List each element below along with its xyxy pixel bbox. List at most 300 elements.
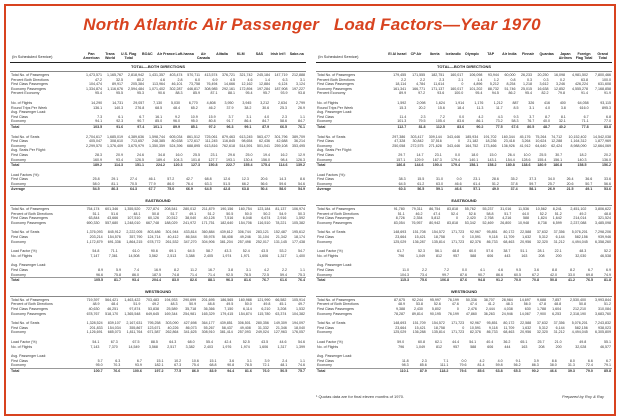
cell-value: 135,814 [431, 239, 445, 244]
cell-value: 114.3 [103, 163, 124, 168]
data-block [316, 340, 612, 349]
cell-value: 83.6 [457, 119, 465, 124]
cell-value: 796 [398, 344, 405, 349]
cell-value: 72.5 [262, 272, 269, 277]
row-label: Round Trips Per Week [11, 105, 48, 110]
cell-value: 49.0 [481, 187, 500, 192]
cell-value: 125,029 [393, 330, 407, 335]
cell-value: 3.1 [246, 268, 251, 272]
cell-value: 180.9 [532, 163, 548, 168]
cell-value: 171,723 [451, 321, 465, 326]
cell-value: 727,874 [145, 207, 159, 212]
cell-value: 186.8 [547, 163, 563, 168]
cell-value: 14,067 [519, 311, 531, 316]
airline-column-header: Finnair [522, 52, 535, 56]
cell-value: 123,184 [257, 207, 271, 212]
cell-value: 36.2 [503, 339, 511, 344]
cell-value: 163 [521, 344, 528, 349]
row-label: Total No. of Passengers [317, 73, 356, 77]
cell-value: 127.7 [208, 157, 218, 162]
cell-value: 25.8 [92, 177, 100, 182]
cell-value: 95.4 [95, 91, 102, 96]
cell-value: 754,174 [86, 207, 100, 212]
data-block [316, 230, 612, 244]
cell-value: 9,118 [488, 235, 498, 240]
cell-value: 37,632 [536, 230, 548, 235]
cell-value: 154,874 [238, 311, 252, 316]
cell-value: 347,270 [183, 239, 197, 244]
row-label: Load Factor (%) [11, 339, 37, 344]
cell-value: 1,355,520 [124, 207, 141, 212]
cell-value: 2,098 [416, 100, 426, 105]
cell-value: 20,512 [166, 216, 178, 221]
row-label: First Class [317, 325, 334, 330]
cell-value: 47,860 [465, 311, 477, 316]
cell-value: 321,524 [598, 216, 611, 221]
cell-value: 262,864 [165, 330, 179, 335]
row-label: Total No. of Passengers [317, 297, 356, 302]
cell-value: 43.5 [261, 339, 269, 344]
cell-value: 97,874 [129, 306, 141, 311]
cell-value: 62.1 [435, 339, 443, 344]
cell-value: 51.7 [170, 211, 178, 216]
cell-value: 52.4 [451, 211, 458, 216]
cell-value: 50.5 [226, 211, 234, 216]
cell-value: 16,098 [554, 73, 566, 77]
cell-value: 65.2 [190, 105, 198, 110]
row-label: Economy [317, 157, 332, 162]
cell-value: 11.7 [495, 105, 503, 110]
cell-value: 271,628 [428, 143, 442, 148]
cell-value: 64,058 [577, 100, 589, 105]
cell-value: 86,754 [429, 207, 441, 212]
row-label: Percent of Both Directions [317, 302, 359, 307]
cell-value: 50.9 [189, 302, 197, 307]
cell-value: 283,121 [255, 230, 269, 235]
cell-value: 15.6 [437, 105, 445, 110]
cell-value: 136,926 [501, 143, 515, 148]
cell-value: 1,632 [522, 325, 532, 330]
cell-value: 309,144 [428, 134, 442, 139]
cell-value: 671,587 [147, 330, 161, 335]
cell-value: 18,174 [294, 235, 305, 240]
cell-value: 91.4 [580, 91, 588, 96]
cell-value: 53.6 [593, 187, 612, 192]
cell-value: 46.2 [415, 211, 423, 216]
cell-value: 400 [559, 100, 566, 105]
cell-value: 61.2 [417, 181, 425, 186]
cell-value: 1,632 [522, 235, 532, 240]
row-label: First Class [317, 152, 334, 157]
cell-value: 357,790 [129, 235, 143, 240]
cell-value: 58.3 [511, 119, 519, 124]
cell-value: 0 [461, 82, 464, 87]
cell-value: 6,253 [552, 311, 562, 316]
cell-value: 23,664 [395, 235, 407, 240]
cell-value: 51.2 [554, 211, 562, 216]
cell-value: 301,796 [274, 134, 288, 139]
cell-value: 99.7 [442, 272, 449, 277]
cell-value: 81.6 [235, 368, 253, 373]
cell-value: 16.0 [175, 152, 183, 157]
row-label: Total [10, 278, 82, 283]
cell-value: 48.4 [172, 105, 180, 110]
cell-value: 185,934 [465, 134, 479, 139]
cell-value: 31,212 [553, 239, 565, 244]
cell-value: 172,894 [239, 86, 253, 91]
cell-value: 46,101 [171, 82, 183, 87]
cell-value: 389,709 [292, 134, 305, 139]
cell-value: 21.5 [556, 187, 575, 192]
cell-value: 177,438 [292, 239, 305, 244]
cell-value: 42,688 [276, 139, 288, 144]
cell-value: 75.4 [191, 363, 199, 368]
cell-value: 88.5 [150, 339, 158, 344]
cell-value: 23,418 [503, 139, 515, 144]
cell-value: 3,806,622 [595, 207, 611, 212]
cell-value: 957 [453, 253, 460, 258]
cell-value: 54.1 [92, 339, 100, 344]
cell-value: 343,446 [447, 134, 460, 139]
cell-value: 79.0 [576, 368, 594, 373]
cell-value: 79.8 [558, 91, 566, 96]
cell-value: 1,473,571 [86, 73, 102, 77]
cell-value: 112.7 [388, 124, 407, 129]
airline-column-header: Alitalia [216, 52, 228, 56]
cell-value: 2.2 [420, 77, 426, 82]
cell-value: 80.8 [208, 119, 216, 124]
cell-value: 175.4 [254, 163, 272, 168]
cell-value: 4,038 [503, 306, 513, 311]
cell-value: 83.0 [162, 278, 180, 283]
cell-value: 678,772 [147, 239, 161, 244]
cell-value: 160,754 [238, 207, 252, 212]
cell-value: 92,967 [469, 230, 481, 235]
cell-value: 149,309 [273, 321, 287, 326]
cell-value: 1,126,691 [86, 330, 103, 335]
cell-value: 10.6 [191, 358, 199, 363]
cell-value: 276.8 [135, 105, 145, 110]
cell-value: 62,424 [551, 143, 563, 148]
row-label: First Class [11, 139, 28, 144]
cell-value: 123,671 [147, 325, 161, 330]
cell-value: 86,733 [486, 330, 498, 335]
cell-value: 81.4 [477, 363, 485, 368]
cell-value: 343,446 [447, 143, 460, 148]
cell-value: 43.5 [261, 249, 269, 254]
cell-value: 1,116,676 [107, 86, 123, 91]
cell-value: 7,857 [552, 297, 562, 302]
cell-value: 2.2 [282, 268, 287, 272]
cell-value: 46.1 [148, 177, 156, 182]
cell-value: 158.5 [563, 163, 587, 168]
cell-value: 86,544 [185, 235, 197, 240]
cell-value: 67.7 [138, 187, 157, 192]
cell-value: 6,048 [242, 216, 252, 221]
cell-value: 113,964 [152, 82, 165, 87]
cell-value: 49.2 [151, 302, 159, 307]
cell-value: 15,421 [414, 325, 426, 330]
cell-value: 861,512 [187, 134, 200, 139]
airline-column-header: CP Air [410, 52, 422, 56]
cell-value: 1,463,422 [124, 297, 141, 302]
cell-value: 10,591 [469, 235, 481, 240]
cell-value: 23.1 [473, 177, 481, 182]
cell-value: 2.2 [422, 268, 427, 272]
cell-value: 38.2 [244, 105, 252, 110]
cell-value: 18,114 [395, 82, 407, 87]
row-label: Percent of Both Directions [317, 211, 359, 216]
cell-value: 3.7 [529, 114, 535, 119]
column-header [10, 42, 306, 63]
data-block [316, 298, 612, 316]
cell-value: 2,799 [296, 100, 305, 105]
cell-value: 51.2 [604, 302, 611, 307]
cell-value: 6.9 [606, 268, 611, 272]
cell-value: 15.0 [489, 152, 497, 157]
cell-value: 14.7 [416, 152, 424, 157]
row-label: Economy [11, 239, 26, 244]
airline-columns [82, 52, 306, 60]
credit-line: Prepared by Roy & Ray [561, 394, 604, 399]
cell-value: 95,851 [486, 321, 498, 326]
cell-value: 6.7 [606, 358, 611, 363]
cell-value: 93.9 [134, 363, 142, 368]
cell-value: 9.1 [515, 358, 521, 363]
cell-value: 7,516 [224, 216, 234, 221]
cell-value: 32.1 [558, 119, 566, 124]
cell-value: 76.7 [527, 119, 535, 124]
cell-value: 48.9 [397, 302, 405, 307]
cell-value: 93.6 [437, 91, 445, 96]
row-label: Load Factor (%) [317, 249, 343, 254]
cell-value: 53,342 [464, 220, 476, 225]
cell-value: 23.1 [210, 152, 218, 157]
cell-value: 257,093 [237, 330, 251, 335]
cell-value: 166,771 [412, 86, 426, 91]
data-block [10, 73, 306, 96]
row-label: Economy Passengers [317, 86, 352, 91]
cell-value: 1,604 [552, 306, 562, 311]
cell-value: 72.4 [585, 363, 593, 368]
cell-value: 68.5 [155, 105, 163, 110]
cell-value: 49.8 [579, 339, 587, 344]
row-label: No. of Flights [11, 344, 33, 349]
row-label: First Class Passengers [11, 306, 48, 311]
cell-value: 8.8 [552, 268, 557, 272]
row-label: Percent Both Directions [11, 77, 49, 82]
cell-value: 4.0 [264, 114, 270, 119]
cell-value: 0.0 [462, 268, 467, 272]
cell-value: 105,914 [292, 297, 305, 302]
cell-value: 20,250 [537, 73, 549, 77]
cell-value: 6.8 [606, 114, 611, 119]
cell-value: 74.6 [298, 363, 305, 368]
cell-value: 56.1 [435, 249, 443, 254]
cell-value: 52.3 [417, 249, 425, 254]
cell-value: 74.8 [172, 272, 179, 277]
cell-value: 179.4 [443, 163, 461, 168]
cell-value: 44.6 [279, 339, 287, 344]
cell-value: 845,912 [107, 230, 121, 235]
cell-value: 40,412 [167, 235, 179, 240]
cell-value: 67.3 [110, 339, 118, 344]
cell-value: 6,674 [261, 216, 271, 221]
row-label: Total No. of Seats [317, 134, 346, 139]
cell-value: 3.8 [560, 105, 566, 110]
row-label: Economy [11, 181, 26, 186]
cell-value: 59.4 [280, 272, 287, 277]
cell-value: 63.8 [231, 187, 250, 192]
cell-value: 63.3 [204, 181, 212, 186]
airline-column-header: Quantas [539, 52, 554, 56]
cell-value: 49.5 [226, 302, 234, 307]
cell-value: 250,058 [392, 143, 406, 148]
cell-value: 73.4 [420, 272, 427, 277]
cell-value: 83,818 [447, 220, 458, 225]
cell-value: 2,318,190 [570, 311, 587, 316]
cell-value: 140.3 [577, 157, 587, 162]
cell-value: 310,084 [598, 306, 611, 311]
cell-value: 50.5 [271, 368, 289, 373]
cell-value: 93.9 [280, 91, 288, 96]
cell-value: 49,408 [239, 325, 251, 330]
cell-value: 95.0 [190, 119, 198, 124]
cell-value: 68,463 [503, 330, 515, 335]
cell-value: 115,780 [257, 311, 271, 316]
cell-value: 1,431,357 [149, 73, 165, 77]
cell-value: 10.9 [190, 114, 198, 119]
cell-value: 208 [538, 344, 545, 349]
cell-value: 48.3 [170, 302, 178, 307]
cell-value: 143.1 [487, 157, 497, 162]
cell-value: 25.7 [537, 339, 545, 344]
cell-value: 50.8 [540, 278, 558, 283]
row-label: Economy Passengers [11, 311, 46, 316]
cell-value: 7,298,206 [595, 230, 611, 235]
cell-value: 93,115 [600, 100, 611, 105]
data-block [10, 321, 306, 335]
row-label: No. of Flights [11, 100, 33, 105]
cell-value: 83,818 [447, 207, 458, 212]
cell-value: 3,945 [242, 100, 252, 105]
cell-value: 1,350,359 [149, 143, 165, 148]
cell-value: 308,910 [201, 330, 215, 335]
cell-value: 94.8 [468, 278, 486, 283]
cell-value: 2,430 [413, 306, 423, 311]
cell-value: 5,076,201 [571, 321, 588, 326]
cell-value: 713,657 [131, 139, 144, 144]
cell-value: 18.4 [457, 105, 465, 110]
cell-value: 90.8 [227, 363, 235, 368]
cell-value: 257,498 [237, 239, 251, 244]
cell-value: 14,508 [128, 253, 140, 258]
cell-value: 4.0 [497, 358, 503, 363]
cell-value: 154.4 [505, 157, 515, 162]
cell-value: 1,976 [222, 344, 232, 349]
cell-value: 12,664,069 [593, 143, 611, 148]
cell-value: 79.6 [459, 363, 467, 368]
cell-value: 36,263 [483, 311, 495, 316]
cell-value: 46.2 [208, 105, 216, 110]
cell-value: 1.1 [300, 358, 305, 363]
cell-value: 79.1 [604, 363, 611, 368]
cell-value: 63.8 [486, 368, 504, 373]
data-block [316, 263, 612, 282]
cell-value: 444 [504, 344, 511, 349]
cell-value: 67.2 [532, 272, 539, 277]
row-label: First Class [11, 358, 28, 363]
airline-column-header: Air India [502, 52, 517, 56]
cell-value: 191,702 [483, 134, 497, 139]
cell-value: 94.1 [95, 119, 103, 124]
cell-value: 70.5 [129, 181, 137, 186]
cell-value: 563,477 [257, 134, 270, 139]
cell-value: 15,421 [414, 235, 426, 240]
cell-value: 50.0 [244, 211, 252, 216]
cell-value: 154,706 [238, 220, 252, 225]
cell-value: 190.4 [425, 163, 443, 168]
cell-value: 5,312 [538, 235, 548, 240]
cell-value: 50.2 [263, 211, 271, 216]
row-label: Economy [11, 157, 26, 162]
cell-value: 446,817 [187, 86, 200, 91]
row-label: Avg. Passenger Load: [317, 263, 353, 268]
cell-value: 48.4 [111, 302, 119, 307]
airline-column-header: U.S. Flag Total [120, 52, 137, 60]
cell-value: 703,483 [145, 297, 159, 302]
cell-value: 47.6 [451, 302, 459, 307]
cell-value: 89.9 [163, 124, 181, 129]
cell-value: 172,617 [187, 139, 200, 144]
cell-value: 46.6 [540, 368, 558, 373]
cell-value: 9,118 [488, 325, 498, 330]
row-label: Avg. Seats Per Flight: [11, 148, 46, 153]
cell-value: 86.4 [244, 119, 252, 124]
cell-value: 14,731 [112, 100, 124, 105]
cell-value: 91.7 [226, 119, 234, 124]
cell-value: 14,290 [91, 100, 103, 105]
cell-value: 47.8 [538, 302, 546, 307]
cell-value: 649,645 [145, 311, 159, 316]
cell-value: 51.2 [207, 211, 215, 216]
cell-value: 155.4 [537, 157, 547, 162]
cell-value: 52.4 [242, 249, 250, 254]
row-label: Percent of Both Directions [11, 302, 53, 307]
cell-value: 171,723 [451, 330, 465, 335]
cell-value: 88.1 [198, 278, 216, 283]
cell-value: 87.9 [252, 124, 270, 129]
cell-value: 84.7 [298, 119, 305, 124]
cell-value: 28.3 [95, 152, 102, 157]
cell-value: 54.6 [298, 181, 305, 186]
cell-value: 104.3 [400, 272, 409, 277]
cell-value: 38.7 [503, 249, 511, 254]
cell-value: 189.2 [82, 163, 103, 168]
cell-value: 426,224 [574, 82, 588, 87]
cell-value: 1,218 [522, 82, 532, 87]
cell-value: 20.6 [566, 181, 574, 186]
cell-value: 5,802 [431, 306, 441, 311]
cell-value: 280,012 [183, 207, 197, 212]
cell-value: 110.1 [388, 368, 410, 373]
cell-value: 35,718 [185, 306, 197, 311]
cell-value: 55.1 [604, 339, 611, 344]
cell-value: 81.8 [407, 124, 426, 129]
cell-value: 20.2 [604, 152, 611, 157]
cell-value: 524,396 [169, 143, 183, 148]
cell-value: 48.3 [579, 249, 587, 254]
